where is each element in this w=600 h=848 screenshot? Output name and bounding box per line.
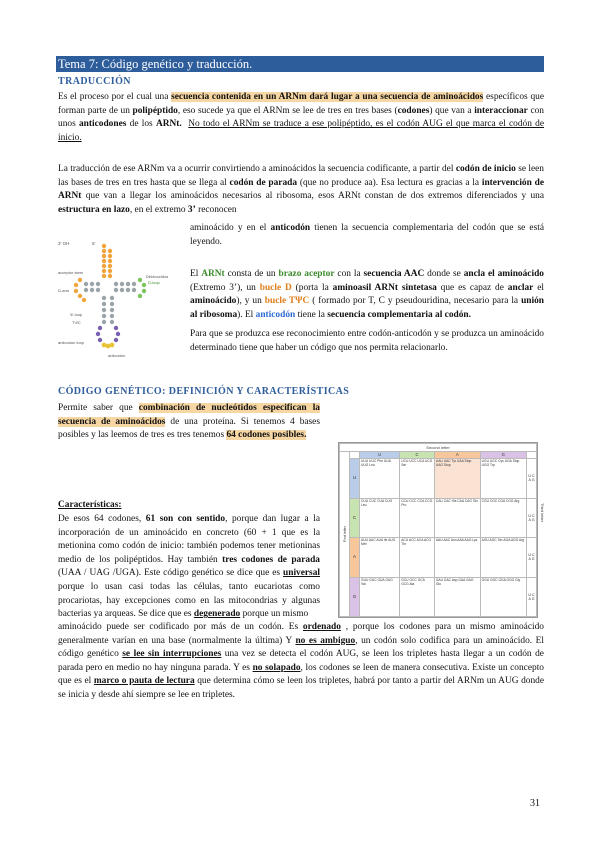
label-anticodon: anticodon bbox=[108, 353, 126, 358]
paragraph-translation: La traducción de ese ARNm va a ocurrir convirtiendo a aminoácidos la secuencia codificante, a partir del codón de inicio se leen las bases de tres en tres hasta que se llega al codón de parada (que no produce aa). Esa lectura es gracias a la intervención de ARNt que van a llegar los aminoácidos necesarios al ribosoma, esos ARNt constan de dos extremos diferenciados y una estructura en lazo, en el extremo 3’ reconocen bbox=[58, 164, 544, 215]
codon-cell: AGU AGC Ser AGA AGG Arg bbox=[480, 538, 526, 578]
col-g: G bbox=[480, 452, 526, 459]
section-heading-codigo: CÓDIGO GENÉTICO: DEFINICIÓN Y CARACTERÍSTICAS bbox=[58, 386, 350, 397]
third-g: U C A G bbox=[527, 577, 537, 617]
row-u: U bbox=[350, 459, 360, 499]
codon-cell: AUU AUC AUA Ile AUG Met bbox=[360, 538, 400, 578]
row-c: C bbox=[350, 498, 360, 538]
row-g: G bbox=[350, 577, 360, 617]
label-psiloop: Ψ-loop bbox=[70, 312, 83, 317]
codon-cell: GAU GAC Asp GAA GAG Glu bbox=[434, 577, 480, 617]
paragraph-intro: Es el proceso por el cual una secuencia contenida en un ARNm dará lugar a una secuencia de aminoácidos específicos que forman parte de un polipéptido, eso sucede ya que el ARNm se lee de tres en tres bases (codones) que van a interaccionar con unos anticodones de los ARNt. No todo el ARNm se traduce a ese polipéptido, es el codón AUG el que marca el codón de inicio. bbox=[58, 92, 545, 143]
codon-cell: ACU ACC ACA ACG Thr bbox=[400, 538, 435, 578]
third-u: U C A G bbox=[527, 459, 537, 499]
paragraph-recognition: Para que se produzca ese reconocimiento entre codón-anticodón y se produzca un aminoácido determinado tiene que haber un código que nos permita relacionarlo. bbox=[190, 329, 544, 353]
col-u: U bbox=[360, 452, 400, 459]
codon-cell: CCU CCC CCA CCG Pro bbox=[400, 498, 435, 538]
anticodon-bases bbox=[102, 343, 115, 349]
page-number: 31 bbox=[530, 798, 540, 809]
trna-figure bbox=[56, 236, 186, 358]
codon-cell: GUU GUC GUA GUG Val bbox=[360, 577, 400, 617]
d-arm bbox=[114, 282, 136, 292]
label-dihidro: Dihidrouridina bbox=[146, 275, 169, 279]
label-dloop: D-loop bbox=[148, 280, 160, 285]
paragraph-propiedades: aminoácido puede ser codificado por más de un codón. Es ordenado , porque los codones para un mismo aminoácido generalmente varían en una base (normalmente la última) Y no es ambiguo, un codón solo codifica para un aminoácido. El código genético se lee sin interrupciones una vez se detecta el codón AUG, se leen los tripletes hasta llegar a un codón de parada pero en medio no hay ninguna parada. Y es no solapado, los codones se leen de manera consecutiva. Existe un concepto que es el marco o pauta de lectura que determina cómo se leen los tripletes, habrá por tanto a partir del ARNm un AUG donde se inicia y desde ahí siempre se lee en tripletes. bbox=[58, 622, 544, 700]
codon-cell: CUU CUC CUA CUG Leu bbox=[360, 498, 400, 538]
label-tpsic: TΨC bbox=[72, 320, 81, 325]
label-anticodon-loop: anticodon loop bbox=[58, 340, 85, 345]
trna-diagram bbox=[56, 236, 186, 358]
codon-table-title: Second letter bbox=[340, 444, 537, 452]
col-a: A bbox=[434, 452, 480, 459]
label-darm: D-arm bbox=[58, 288, 70, 293]
section-heading-traduccion: TRADUCCIÓN bbox=[58, 76, 131, 87]
third-c: U C A G bbox=[527, 498, 537, 538]
codon-cell: UUU UUC Phe UUA UUG Leu bbox=[360, 459, 400, 499]
subheading-caracteristicas: Características: bbox=[58, 500, 122, 510]
acceptor-stem bbox=[102, 244, 112, 278]
row-a: A bbox=[350, 538, 360, 578]
col-c: C bbox=[400, 452, 435, 459]
label-acceptor: acceptor stem bbox=[58, 270, 84, 275]
codon-cell: CGU CGC CGA CGG Arg bbox=[480, 498, 526, 538]
codon-cell: CAU CAC His CAA CAG Gln bbox=[434, 498, 480, 538]
chapter-title: Tema 7: Código genético y traducción. bbox=[56, 56, 544, 72]
paragraph-translation-cont: aminoácido y en el anticodón tienen la secuencia complementaria del codón que se está leyendo. bbox=[190, 223, 544, 247]
codon-cell: GCU GCC GCA GCG Ala bbox=[400, 577, 435, 617]
anticodon-stem bbox=[102, 296, 114, 324]
codon-cell: UGU UGC Cys UGA Stop UGG Trp bbox=[480, 459, 526, 499]
third-letter-label: Third letter bbox=[540, 503, 545, 523]
paragraph-caracteristicas: De esos 64 codones, 61 son con sentido, porque dan lugar a la incorporación de un aminoácido en concreto (60 + 1 que es la metionina como codón de inicio: también podemos tener metioninas medio de los polipéptidos. Hay también tres codones de parada (UAA / UAG /UGA). Este código genético se dice que es universal porque lo usan casi todas las células, tanto eucariotas como procariotas, hay excepciones como en las mitocondrias y algunas bacterias ya arqueas. Se dice que es degenerado porque un mismo bbox=[58, 514, 320, 620]
codon-cell: UAU UAC Tyr UAA Stop UAG Stop bbox=[434, 459, 480, 499]
codon-table bbox=[338, 442, 545, 618]
label-3oh: 3’ OH bbox=[58, 241, 70, 246]
first-letter-label: First letter bbox=[340, 452, 350, 617]
anticodon-loop bbox=[96, 326, 120, 342]
third-a: U C A G bbox=[527, 538, 537, 578]
codon-table-grid bbox=[339, 443, 537, 617]
d-loop bbox=[138, 278, 146, 298]
t-arm bbox=[84, 282, 100, 292]
codon-cell: GGU GGC GGA GGG Gly bbox=[480, 577, 526, 617]
codon-cell: AAU AAC Asn AAA AAG Lys bbox=[434, 538, 480, 578]
paragraph-codigo: Permite saber que combinación de nucleótidos especifican la secuencia de aminoácidos de una proteína. Si tenemos 4 bases posibles y las leemos de tres es tres tenemos 64 codones posibles. bbox=[58, 403, 320, 441]
label-5: 5’ bbox=[92, 241, 96, 246]
codon-cell: UCU UCC UCA UCG Ser bbox=[400, 459, 435, 499]
paragraph-trna: El ARNt consta de un brazo aceptor con la secuencia AAC donde se ancla el aminoácido (Extremo 3’), un bucle D (porta la aminoasil ARNt sintetasa que es capaz de anclar el aminoácido), y un bucle TΨC ( formado por T, C y pseudouridina, necesario para la unión al ribosoma). El anticodón tiene la secuencia complementaria al codón. bbox=[190, 269, 544, 320]
